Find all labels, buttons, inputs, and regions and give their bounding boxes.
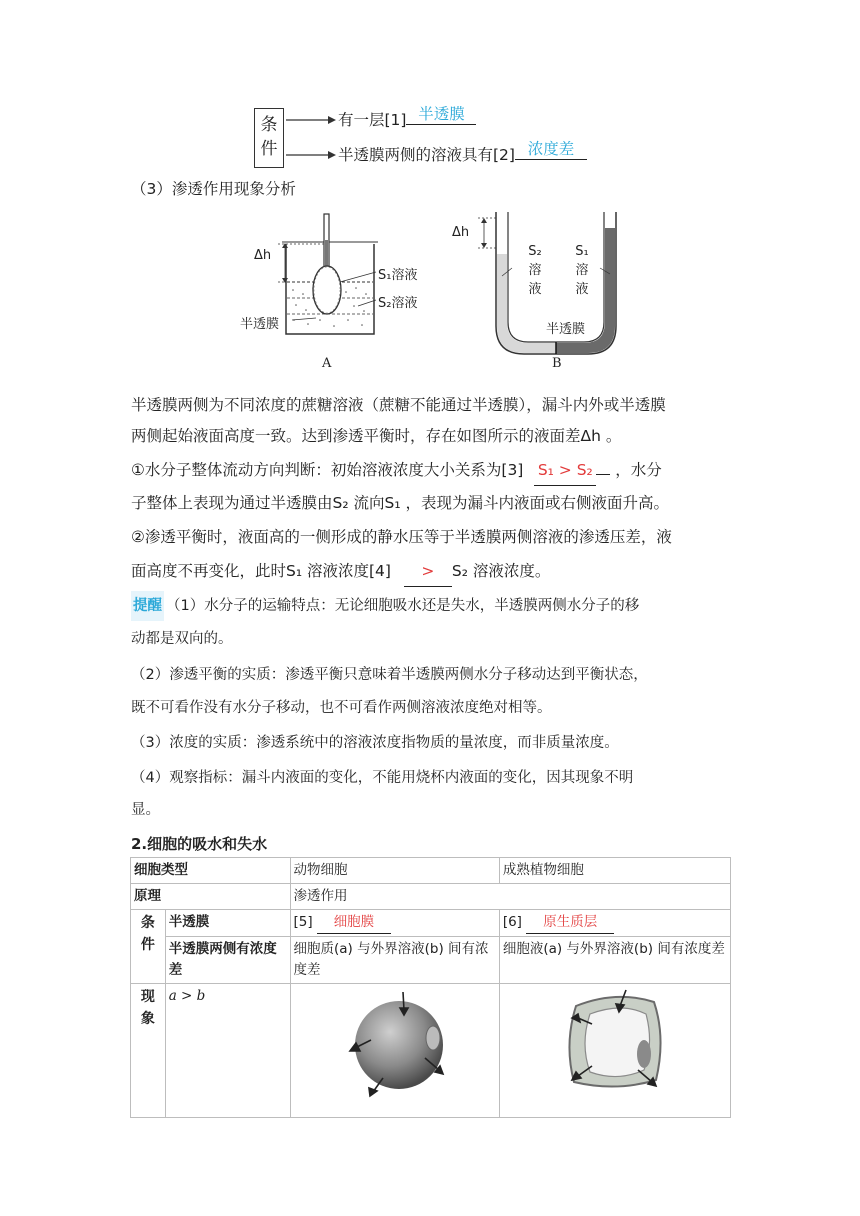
figure-b-s1-symbol: S₁ <box>575 244 589 259</box>
para-1-line-2: 两侧起始液面高度一致。达到渗透平衡时，存在如图所示的液面差Δh 。 <box>131 427 622 445</box>
figure-b-s1-label <box>573 242 591 299</box>
answer-5: 细胞膜 <box>317 912 391 934</box>
figure-b-s2-label <box>526 242 544 299</box>
principle-value: 渗透作用 <box>290 884 730 910</box>
answer-1: 半透膜 <box>406 104 476 125</box>
tip-2-line-2: 既不可看作没有水分子移动，也不可看作两侧溶液浓度绝对相等。 <box>131 700 552 716</box>
animal-conc: 细胞质(a) 与外界溶液(b) 间有浓度差 <box>290 937 499 984</box>
condition-label: 条件 <box>260 115 278 159</box>
tip-1-text: （1）水分子的运输特点：无论细胞吸水还是失水，半透膜两侧水分子的移 <box>166 598 640 614</box>
point-2-text: 面高度不再变化，此时S₁ 溶液浓度[4] <box>131 562 391 580</box>
plant-cell-image <box>556 988 676 1098</box>
animal-cell-image <box>347 988 457 1098</box>
animal-cell-image-cell <box>290 984 499 1118</box>
figure-b-s2-char: 溶 <box>528 263 542 278</box>
point-2-line-1: ②渗透平衡时，液面高的一侧形成的静水压等于半透膜两侧溶液的渗透压差，液 <box>131 528 672 546</box>
figure-b-s1-char: 溶 <box>575 263 589 278</box>
condition-row-2-text: 半透膜两侧的溶液具有[2] <box>338 146 515 164</box>
figure-b-membrane-label: 半透膜 <box>546 322 586 337</box>
figure-a-s1-label: S₁溶液 <box>378 268 418 283</box>
animal-membrane <box>290 910 499 937</box>
figure-b-s2-symbol: S₂ <box>528 244 542 259</box>
point-2-text-end: S₂ 溶液浓度。 <box>451 562 551 580</box>
header-cell-type: 细胞类型 <box>131 858 291 884</box>
conc-label: 半透膜两侧有浓度差 <box>165 937 290 984</box>
table-row <box>131 984 731 1118</box>
tip-4-line-1: （4）观察指标：漏斗内液面的变化，不能用烧杯内液面的变化，因其现象不明 <box>131 770 634 786</box>
phenomenon-condition: a > b <box>165 984 290 1118</box>
table-row <box>131 858 731 884</box>
delta-h-label-a: Δh <box>254 248 272 263</box>
header-animal: 动物细胞 <box>290 858 499 884</box>
plant-cell-image-cell <box>499 984 730 1118</box>
section-2-title: 2.细胞的吸水和失水 <box>131 835 268 853</box>
point-1-text-end: ，水分 <box>615 461 662 479</box>
blank-number-6: [6] <box>502 914 522 930</box>
condition-row-1-text: 有一层[1] <box>338 111 407 129</box>
plant-membrane <box>499 910 730 937</box>
point-1-line-2: 子整体上表现为通过半透膜由S₂ 流向S₁ ，表现为漏斗内液面或右侧液面升高。 <box>131 494 669 512</box>
tip-1-line-2: 动都是双向的。 <box>131 631 233 647</box>
figure-b-caption: B <box>552 356 562 371</box>
answer-3: S₁ > S₂ <box>534 455 596 486</box>
plant-conc: 细胞液(a) 与外界溶液(b) 间有浓度差 <box>499 937 730 984</box>
figure-b-s2-char: 液 <box>528 282 542 297</box>
condition-row-1 <box>338 105 476 131</box>
answer-2: 浓度差 <box>515 139 587 160</box>
figure-a-caption: A <box>322 356 332 371</box>
point-2-line-2 <box>131 556 731 587</box>
condition-cell: 条件 <box>131 910 166 984</box>
figure-a-membrane-label: 半透膜 <box>240 317 280 332</box>
table-row <box>131 884 731 910</box>
condition-row-2 <box>338 140 587 166</box>
tip-badge: 提醒 <box>131 591 164 621</box>
point-1-text: ①水分子整体流动方向判断：初始溶液浓度大小关系为[3] <box>131 461 524 479</box>
membrane-label: 半透膜 <box>165 910 290 937</box>
point-1-line-1 <box>131 455 731 486</box>
tip-2-line-1: （2）渗透平衡的实质：渗透平衡只意味着半透膜两侧水分子移动达到平衡状态， <box>131 667 648 683</box>
header-plant: 成熟植物细胞 <box>499 858 730 884</box>
section-3-title: （3）渗透作用现象分析 <box>131 180 296 198</box>
phenomenon-label: 现象 <box>131 984 166 1118</box>
delta-h-label-b: Δh <box>452 225 470 240</box>
cell-water-table <box>130 857 731 1118</box>
condition-arrows <box>284 110 340 170</box>
tip-1-line-1 <box>131 591 731 621</box>
para-1-line-1: 半透膜两侧为不同浓度的蔗糖溶液（蔗糖不能通过半透膜），漏斗内外或半透膜 <box>131 396 666 414</box>
tip-4-line-2: 显。 <box>131 802 160 818</box>
table-row <box>131 910 731 937</box>
table-row <box>131 937 731 984</box>
figure-b-s1-char: 液 <box>575 282 589 297</box>
blank-number-5: [5] <box>293 914 313 930</box>
condition-box <box>254 108 284 168</box>
principle-label: 原理 <box>131 884 291 910</box>
answer-4: > <box>404 556 452 587</box>
answer-6: 原生质层 <box>526 912 614 934</box>
figure-a-s2-label: S₂溶液 <box>378 296 418 311</box>
tip-3: （3）浓度的实质：渗透系统中的溶液浓度指物质的量浓度，而非质量浓度。 <box>131 735 619 751</box>
